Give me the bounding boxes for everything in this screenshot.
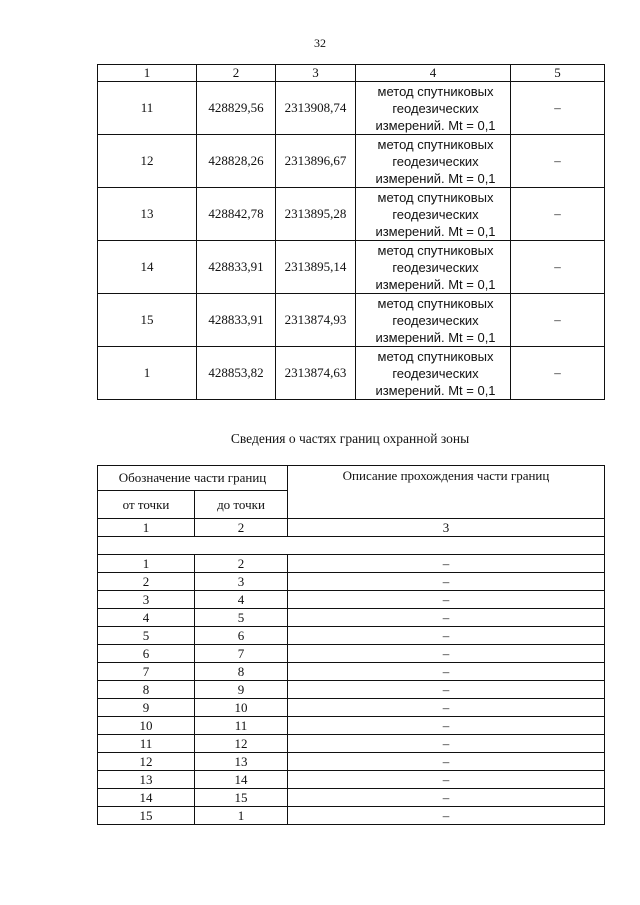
table-row [98, 645, 605, 663]
point-number-cell: 11 [98, 82, 197, 135]
to-point-cell: 12 [195, 735, 288, 753]
method-line: метод спутниковых [377, 83, 494, 99]
description-cell: – [288, 645, 605, 663]
note-cell: – [511, 188, 605, 241]
description-cell: – [288, 681, 605, 699]
coordinates-table [97, 64, 605, 400]
table-row [98, 609, 605, 627]
from-point-cell: 1 [98, 555, 195, 573]
table-row [98, 663, 605, 681]
method-cell [356, 188, 511, 241]
table-row [98, 735, 605, 753]
point-number-cell: 12 [98, 135, 197, 188]
table-row [98, 591, 605, 609]
to-point-cell: 7 [195, 645, 288, 663]
header-from-point: от точки [98, 491, 195, 519]
description-cell: – [288, 663, 605, 681]
to-point-cell: 4 [195, 591, 288, 609]
method-line: геодезических [392, 206, 479, 222]
to-point-cell: 8 [195, 663, 288, 681]
table-row [98, 627, 605, 645]
x-coordinate-cell: 428833,91 [197, 294, 276, 347]
method-cell [356, 82, 511, 135]
to-point-cell: 14 [195, 771, 288, 789]
table-header-row [98, 466, 605, 491]
from-point-cell: 6 [98, 645, 195, 663]
description-cell: – [288, 735, 605, 753]
to-point-cell: 5 [195, 609, 288, 627]
from-point-cell: 7 [98, 663, 195, 681]
to-point-cell: 6 [195, 627, 288, 645]
description-cell: – [288, 609, 605, 627]
header-description: Описание прохождения части границ [288, 466, 605, 519]
y-coordinate-cell: 2313874,63 [276, 347, 356, 400]
column-number: 2 [195, 519, 288, 537]
from-point-cell: 5 [98, 627, 195, 645]
to-point-cell: 11 [195, 717, 288, 735]
method-line: измерений. Mt = 0,1 [375, 382, 496, 398]
from-point-cell: 2 [98, 573, 195, 591]
method-line: измерений. Mt = 0,1 [375, 223, 496, 239]
description-cell: – [288, 591, 605, 609]
point-number-cell: 1 [98, 347, 197, 400]
note-cell: – [511, 241, 605, 294]
method-line: метод спутниковых [377, 189, 494, 205]
table-row [98, 347, 605, 400]
x-coordinate-cell: 428853,82 [197, 347, 276, 400]
point-number-cell: 14 [98, 241, 197, 294]
table-row [98, 82, 605, 135]
point-number-cell: 15 [98, 294, 197, 347]
method-cell [356, 294, 511, 347]
table-row [98, 573, 605, 591]
method-line: метод спутниковых [377, 242, 494, 258]
method-line: геодезических [392, 100, 479, 116]
y-coordinate-cell: 2313895,28 [276, 188, 356, 241]
point-number-cell: 13 [98, 188, 197, 241]
method-line: геодезических [392, 259, 479, 275]
description-cell: – [288, 699, 605, 717]
blank-row [98, 537, 605, 555]
to-point-cell: 2 [195, 555, 288, 573]
table-row [98, 753, 605, 771]
to-point-cell: 10 [195, 699, 288, 717]
y-coordinate-cell: 2313895,14 [276, 241, 356, 294]
description-cell: – [288, 753, 605, 771]
from-point-cell: 13 [98, 771, 195, 789]
column-number: 3 [288, 519, 605, 537]
x-coordinate-cell: 428829,56 [197, 82, 276, 135]
table-row [98, 699, 605, 717]
from-point-cell: 4 [98, 609, 195, 627]
table-row [98, 135, 605, 188]
method-line: геодезических [392, 365, 479, 381]
y-coordinate-cell: 2313874,93 [276, 294, 356, 347]
method-line: измерений. Mt = 0,1 [375, 329, 496, 345]
method-line: геодезических [392, 153, 479, 169]
table-row [98, 681, 605, 699]
table-row [98, 771, 605, 789]
method-cell [356, 135, 511, 188]
description-cell: – [288, 627, 605, 645]
method-cell [356, 241, 511, 294]
column-number: 3 [276, 65, 356, 82]
to-point-cell: 13 [195, 753, 288, 771]
x-coordinate-cell: 428828,26 [197, 135, 276, 188]
note-cell: – [511, 294, 605, 347]
to-point-cell: 3 [195, 573, 288, 591]
y-coordinate-cell: 2313908,74 [276, 82, 356, 135]
method-line: метод спутниковых [377, 348, 494, 364]
from-point-cell: 12 [98, 753, 195, 771]
table-row [98, 555, 605, 573]
table-row [98, 294, 605, 347]
description-cell: – [288, 555, 605, 573]
column-number: 5 [511, 65, 605, 82]
description-cell: – [288, 789, 605, 807]
x-coordinate-cell: 428842,78 [197, 188, 276, 241]
method-line: измерений. Mt = 0,1 [375, 170, 496, 186]
note-cell: – [511, 347, 605, 400]
column-number: 4 [356, 65, 511, 82]
column-number: 2 [197, 65, 276, 82]
to-point-cell: 15 [195, 789, 288, 807]
boundary-parts-table [97, 465, 605, 825]
from-point-cell: 11 [98, 735, 195, 753]
to-point-cell: 1 [195, 807, 288, 825]
table-row [98, 188, 605, 241]
header-boundary-designation: Обозначение части границ [98, 466, 288, 491]
from-point-cell: 3 [98, 591, 195, 609]
from-point-cell: 14 [98, 789, 195, 807]
description-cell: – [288, 807, 605, 825]
to-point-cell: 9 [195, 681, 288, 699]
column-number: 1 [98, 519, 195, 537]
section-caption: Сведения о частях границ охранной зоны [230, 431, 470, 446]
method-line: измерений. Mt = 0,1 [375, 276, 496, 292]
note-cell: – [511, 135, 605, 188]
table-row [98, 241, 605, 294]
table-header-row [98, 65, 605, 82]
description-cell: – [288, 717, 605, 735]
description-cell: – [288, 573, 605, 591]
header-to-point: до точки [195, 491, 288, 519]
from-point-cell: 15 [98, 807, 195, 825]
column-number: 1 [98, 65, 197, 82]
table-row [98, 717, 605, 735]
from-point-cell: 10 [98, 717, 195, 735]
column-numbers-row [98, 519, 605, 537]
table-row [98, 807, 605, 825]
description-cell: – [288, 771, 605, 789]
method-line: метод спутниковых [377, 136, 494, 152]
blank-cell [98, 537, 605, 555]
table-row [98, 789, 605, 807]
method-line: геодезических [392, 312, 479, 328]
from-point-cell: 8 [98, 681, 195, 699]
from-point-cell: 9 [98, 699, 195, 717]
method-cell [356, 347, 511, 400]
method-line: метод спутниковых [377, 295, 494, 311]
y-coordinate-cell: 2313896,67 [276, 135, 356, 188]
x-coordinate-cell: 428833,91 [197, 241, 276, 294]
page-number: 32 [314, 36, 326, 50]
method-line: измерений. Mt = 0,1 [375, 117, 496, 133]
note-cell: – [511, 82, 605, 135]
